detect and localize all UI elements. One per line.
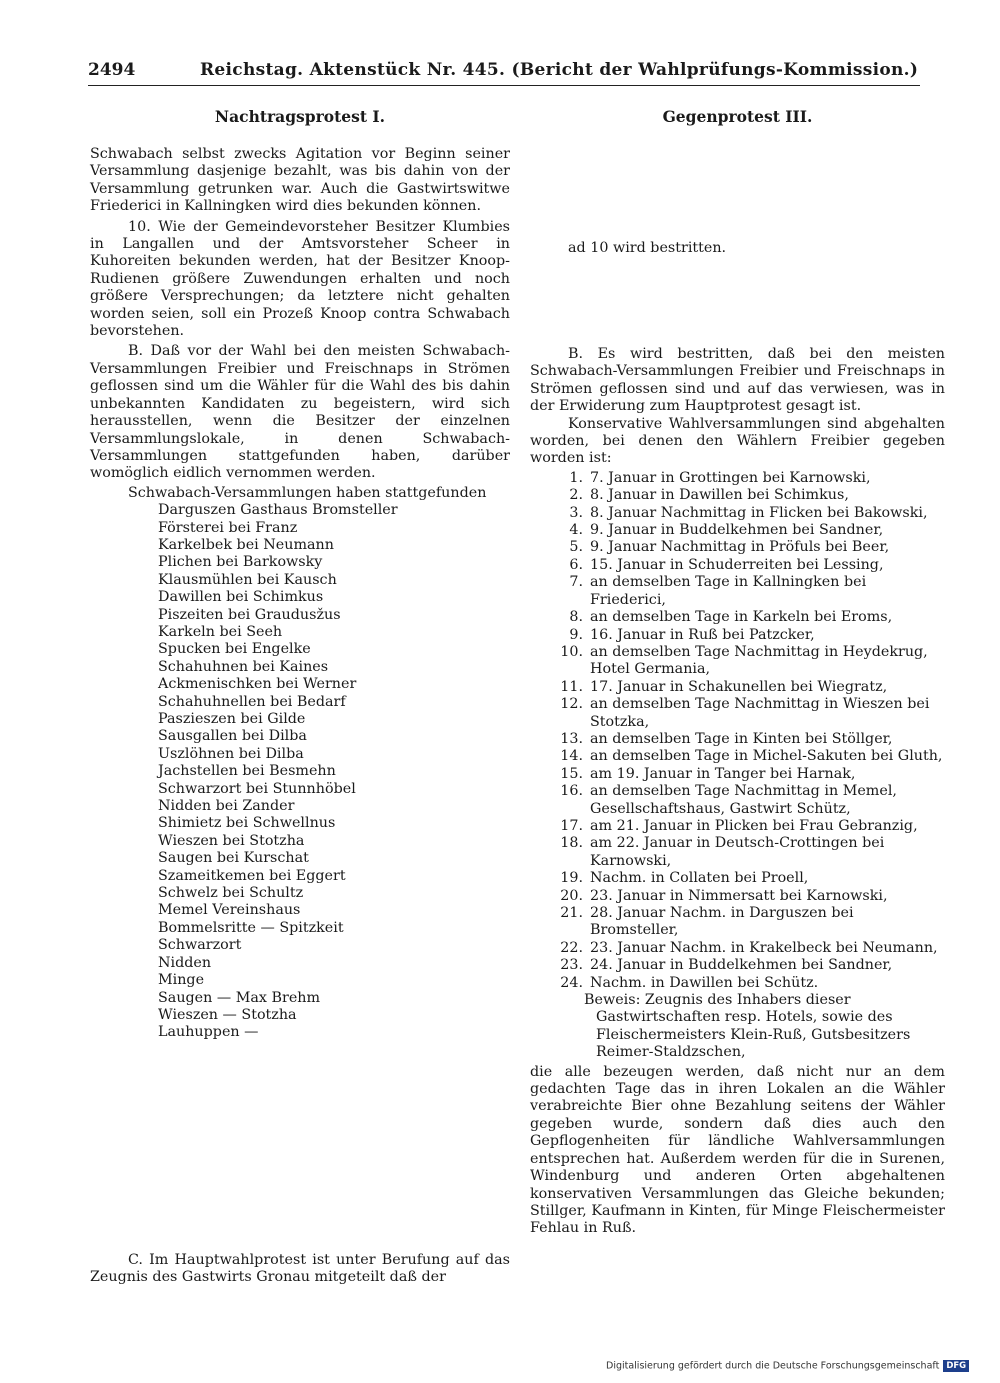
right-heading: Gegenprotest III.: [662, 107, 813, 126]
place-item: Paszieszen bei Gilde: [158, 711, 306, 727]
place-item: Karkelbek bei Neumann: [158, 536, 334, 553]
meeting-item-text: an demselben Tage Nachmittag in Wieszen bei Stotzka,: [590, 696, 930, 730]
running-title: Reichstag. Aktenstück Nr. 445. (Bericht der Wahlprüfungs-Kommission.): [200, 60, 919, 80]
meeting-item-text: am 21. Januar in Plicken bei Frau Gebranzig,: [590, 817, 918, 834]
meeting-item-text: an demselben Tage Nachmittag in Heydekrug, Hotel Germania,: [590, 643, 928, 678]
meeting-item: [530, 888, 945, 905]
meeting-item: [530, 905, 945, 940]
meeting-item-text: am 22. Januar in Deutsch-Crottingen bei Karnowski,: [590, 835, 885, 869]
footer-credit: Digitalisierung gefördert durch die Deutsche Forschungsgemeinschaft: [606, 1360, 940, 1372]
meeting-item-text: an demselben Tage Nachmittag in Memel, Gesellschaftshaus, Gastwirt Schütz,: [590, 783, 897, 817]
left-paragraph-10: 10. Wie der Gemeindevorsteher Besitzer Klumbies in Langallen und der Amtsvorsteher Scheer in Kuhoreiten bekunden werden, hat der Besitzer Knoop-Rudienen größere Zuwendungen erhalten und noch größere Versprechungen; da letztere nicht gehalten worden seien, soll ein Prozeß Knoop contra Schwabach bevorstehen.: [90, 218, 510, 340]
meeting-item-text: am 19. Januar in Tanger bei Harnak,: [590, 765, 856, 782]
meeting-item: [530, 957, 945, 974]
meeting-item: [530, 609, 945, 626]
place-item: Schahuhnellen bei Bedarf: [158, 693, 346, 710]
meeting-item-text: an demselben Tage in Michel-Sakuten bei Gluth,: [590, 748, 943, 765]
meeting-item-text: 28. Januar Nachm. in Darguszen bei Bromsteller,: [590, 905, 854, 939]
left-paragraph-b: B. Daß vor der Wahl bei den meisten Schwabach-Versammlungen Freibier und Freischnaps in Strömen geflossen sind um die Wähler für die Wahl des bis dahin unbekannten Kandidaten zu begeistern, wird sich herausstellen, wenn die Besitzer der einzelnen Versammlungslokale, in denen Schwabach-Versammlungen stattgefunden haben, darüber womöglich eidlich vernommen werden.: [90, 343, 510, 482]
place-item: Minge: [158, 972, 205, 989]
place-item: Försterei bei Franz: [158, 519, 298, 536]
meeting-item-number: 14.: [560, 748, 583, 765]
meeting-item-text: 17. Januar in Schakunellen bei Wiegratz,: [590, 678, 888, 695]
meeting-item-text: Nachm. in Collaten bei Proell,: [590, 870, 809, 887]
meeting-item: [530, 505, 945, 522]
meeting-item-number: 1.: [569, 469, 583, 486]
meeting-item-number: 23.: [560, 957, 583, 974]
meeting-item: [530, 644, 945, 679]
left-paragraph-c: C. Im Hauptwahlprotest ist unter Berufung auf das Zeugnis des Gastwirts Gronau mitgeteilt daß der: [90, 1252, 510, 1286]
meeting-item-number: 3.: [569, 504, 583, 521]
left-column: [90, 146, 510, 1042]
meetings-list: [530, 470, 945, 992]
meeting-item-text: an demselben Tage in Karkeln bei Eroms,: [590, 609, 893, 626]
meeting-item-number: 7.: [569, 574, 583, 591]
meeting-item: [530, 487, 945, 504]
meeting-item: [530, 975, 945, 992]
place-item: Klausmühlen bei Kausch: [158, 571, 337, 588]
page-header: [88, 60, 920, 86]
meeting-item-number: 6.: [569, 556, 583, 573]
meeting-item: [530, 522, 945, 539]
dfg-logo: DFG: [943, 1360, 969, 1372]
right-paragraph-b2: Konservative Wahlversammlungen sind abgehalten worden, bei denen den Wählern Freibier gegeben worden ist:: [530, 415, 945, 467]
meeting-item-number: 24.: [560, 974, 583, 991]
meeting-item-number: 2.: [569, 487, 583, 504]
meeting-item: [530, 539, 945, 556]
meeting-item: [530, 783, 945, 818]
footer: [606, 1360, 969, 1372]
meeting-item: [530, 574, 945, 609]
meeting-item-number: 22.: [560, 939, 583, 956]
meeting-item-number: 16.: [560, 783, 583, 800]
meeting-item-text: 23. Januar Nachm. in Krakelbeck bei Neumann,: [590, 939, 938, 956]
meeting-item-number: 15.: [560, 765, 583, 782]
place-item: Schwarzort bei Stunnhöbel: [158, 780, 356, 797]
place-item: Jachstellen bei Besmehn: [158, 763, 336, 780]
meeting-item: [530, 627, 945, 644]
meeting-item: [530, 731, 945, 748]
meeting-item: [530, 748, 945, 765]
meeting-item-number: 20.: [560, 887, 583, 904]
left-paragraph-continuation: Schwabach selbst zwecks Agitation vor Beginn seiner Versammlung dasjenige bezahlt, was bis dahin von der Versammlung getrunken war. Auch die Gastwirtswitwe Friederici in Kallningken wird dies bekunden können.: [90, 146, 510, 215]
place-item: Dawillen bei Schimkus: [158, 589, 324, 606]
place-item: Piszeiten bei Graudusžus: [158, 606, 341, 623]
place-item: Saugen — Max Brehm: [158, 989, 321, 1006]
meeting-item: [530, 818, 945, 835]
right-paragraph-b: B. Es wird bestritten, daß bei den meisten Schwabach-Versammlungen Freibier und Freischnaps in Strömen geflossen sind und auf das verwiesen, was in der Erwiderung zum Hauptprotest gesagt ist.: [530, 346, 945, 415]
beweis-paragraph: Beweis: Zeugnis des Inhabers dieser Gastwirtschaften resp. Hotels, sowie des Fleischermeisters Klein-Ruß, Gutsbesitzers Reimer-Staldzschen,: [584, 992, 911, 1061]
places-intro: Schwabach-Versammlungen haben stattgefunden: [128, 484, 487, 501]
place-item: Nidden: [158, 954, 212, 971]
place-item: Schwelz bei Schultz: [158, 885, 304, 902]
place-item: Wieszen — Stotzha: [158, 1006, 297, 1023]
meeting-item-text: Nachm. in Dawillen bei Schütz.: [590, 974, 819, 991]
meeting-item-number: 9.: [569, 626, 583, 643]
meeting-item-number: 18.: [560, 835, 583, 852]
meeting-item-number: 19.: [560, 870, 583, 887]
meeting-item-number: 13.: [560, 730, 583, 747]
meeting-item: [530, 835, 945, 870]
place-item: Memel Vereinshaus: [158, 902, 301, 919]
meeting-item-text: 9. Januar in Buddelkehmen bei Sandner,: [590, 522, 884, 539]
meeting-item-text: 15. Januar in Schuderreiten bei Lessing,: [590, 556, 884, 573]
meeting-item-number: 5.: [569, 539, 583, 556]
right-column-top: [530, 240, 945, 257]
meeting-item-number: 8.: [569, 609, 583, 626]
meeting-item-text: 8. Januar Nachmittag in Flicken bei Bakowski,: [590, 504, 928, 521]
meeting-item-number: 17.: [560, 817, 583, 834]
meeting-item: [530, 679, 945, 696]
places-list: [90, 502, 510, 1042]
place-item: Ackmenischken bei Werner: [158, 676, 357, 693]
left-heading: Nachtragsprotest I.: [214, 107, 386, 126]
place-item: Uszlöhnen bei Dilba: [158, 745, 304, 762]
meeting-item-number: 10.: [560, 643, 583, 660]
left-column-bottom: [90, 1252, 510, 1287]
meeting-item-number: 11.: [560, 678, 583, 695]
place-item: Darguszen Gasthaus Bromsteller: [158, 502, 398, 519]
place-item: Nidden bei Zander: [158, 798, 295, 815]
place-item: Szameitkemen bei Eggert: [158, 867, 346, 884]
page-number: 2494: [88, 60, 136, 80]
meeting-item-number: 21.: [560, 905, 583, 921]
meeting-item: [530, 557, 945, 574]
place-item: Wieszen bei Stotzha: [158, 832, 305, 849]
place-item: Schwarzort: [158, 937, 242, 954]
place-item: Plichen bei Barkowsky: [158, 554, 323, 571]
header-rule: [88, 85, 920, 86]
place-item: Lauhuppen —: [158, 1024, 259, 1041]
meeting-item-text: 24. Januar in Buddelkehmen bei Sandner,: [590, 957, 893, 974]
meeting-item: [530, 766, 945, 783]
place-item: Bommelsritte — Spitzkeit: [158, 919, 344, 936]
meeting-item-number: 4.: [569, 522, 583, 539]
right-ad-10: ad 10 wird bestritten.: [568, 240, 727, 256]
meeting-item-text: 16. Januar in Ruß bei Patzcker,: [590, 626, 815, 643]
meeting-item: [530, 696, 945, 731]
place-item: Spucken bei Engelke: [158, 641, 311, 658]
place-item: Schahuhnen bei Kaines: [158, 658, 329, 675]
meeting-item: [530, 940, 945, 957]
meeting-item-text: an demselben Tage in Kinten bei Stöllger,: [590, 730, 893, 747]
place-item: Saugen bei Kurschat: [158, 850, 309, 867]
place-item: Karkeln bei Seeh: [158, 623, 283, 640]
place-item: Shimietz bei Schwellnus: [158, 815, 336, 832]
meeting-item-number: 12.: [560, 696, 583, 713]
meeting-item-text: 7. Januar in Grottingen bei Karnowski,: [590, 469, 871, 486]
meeting-item-text: 9. Januar Nachmittag in Pröfuls bei Beer,: [590, 539, 890, 556]
meeting-item: [530, 870, 945, 887]
meeting-item-text: 8. Januar in Dawillen bei Schimkus,: [590, 487, 849, 504]
place-item: Sausgallen bei Dilba: [158, 728, 307, 745]
right-column: [530, 346, 945, 1238]
meeting-item-text: 23. Januar in Nimmersatt bei Karnowski,: [590, 887, 888, 904]
closing-paragraph: die alle bezeugen werden, daß nicht nur an dem gedachten Tage das in ihren Lokalen an die Wähler verabreichte Bier ohne Bezahlung seitens der Wähler gegeben wurde, sondern daß dies auch den Gepflogenheiten für ländliche Wahlversammlungen entsprechen hat. Außerdem werden für die in Surenen, Windenburg und anderen Orten abgehaltenen konservativen Versammlungen das Gleiche bekunden; Stillger, Kaufmann in Kinten, für Minge Fleischermeister Fehlau in Ruß.: [530, 1063, 945, 1237]
meeting-item-text: an demselben Tage in Kallningken bei Friederici,: [590, 574, 867, 608]
meeting-item: [530, 470, 945, 487]
